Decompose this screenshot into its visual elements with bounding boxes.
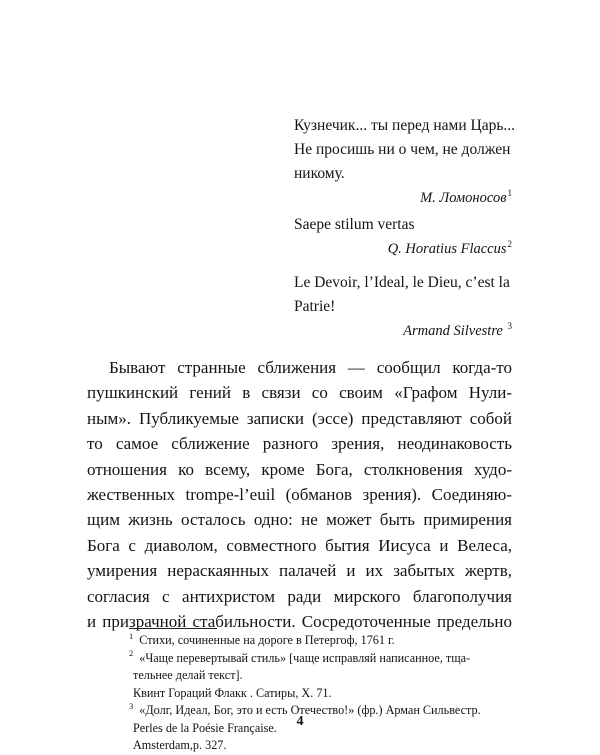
- footnote-2-continuation: тельнее делай текст].: [133, 668, 243, 682]
- body-line: согласия с антихристом ради мирского благополучия: [87, 586, 512, 606]
- body-line: Бывают странные сближения — сообщил когда-то: [109, 358, 512, 377]
- footnote-2: 2 «Чаще перевертывай стиль» [чаще исправляй написанное, тща-: [129, 648, 471, 665]
- footnote-divider: [129, 628, 217, 629]
- footnote-3-source: Amsterdam,p. 327.: [133, 738, 227, 752]
- footnote-text: Стихи, сочиненные на дороге в Петергоф, 1761 г.: [139, 633, 395, 647]
- page-number: 4: [296, 714, 304, 729]
- footnote-text: «Долг, Идеал, Бог, это и есть Отечество!» (фр.) Арман Сильвестр.: [139, 703, 481, 717]
- footnote-3-continuation: Perles de la Poésie Française.: [133, 720, 277, 735]
- body-line: то самое сближение разного зрения, неодинаковость: [87, 434, 512, 454]
- body-line: щим жизнь осталось одно: не может быть примирения: [87, 510, 512, 530]
- author-name: Armand Silvestre: [403, 323, 503, 339]
- epigraph-line: Не просишь ни о чем, не должен: [294, 141, 511, 158]
- author-name: М. Ломоносов: [420, 190, 507, 206]
- footnote-ref: 3: [507, 321, 512, 332]
- footnote-ref: 1: [507, 188, 512, 199]
- footnote-text: «Чаще перевертывай стиль» [чаще исправляй написанное, тща-: [139, 650, 471, 665]
- body-line: Бога с диаволом, совместного бытия Иисуса и Велеса,: [87, 535, 512, 555]
- footnote-1: 1 Стихи, сочиненные на дороге в Петергоф, 1761 г.: [129, 630, 395, 647]
- body-line: умирения нераскаянных палачей и их забытых жертв,: [87, 561, 512, 581]
- footnote-ref: 2: [507, 239, 512, 250]
- epigraph-silvestre: [294, 271, 512, 343]
- body-line: пушкинский гений в связи со своим «Графом Нули-: [87, 383, 512, 403]
- epigraph-horace: [294, 213, 512, 261]
- epigraph-line: никому.: [294, 165, 345, 182]
- footnotes: [87, 632, 512, 755]
- body-line: и призрачной стабильности. Сосредоточенные предельно: [87, 612, 512, 632]
- author-name: Q. Horatius Flaccus: [387, 241, 507, 257]
- body-line: жественных trompe-l’euil (обманов зрения). Соединяю-: [87, 485, 512, 505]
- epigraph-line: Patrie!: [294, 298, 336, 315]
- epigraph-lomonosov: [294, 114, 516, 210]
- footnote-2-source: Квинт Гораций Флакк . Сатиры, X. 71.: [133, 685, 332, 700]
- epigraph-author: [294, 319, 512, 343]
- epigraph-author: [294, 186, 512, 210]
- body-paragraph: [87, 355, 512, 634]
- body-line: отношения ко всему, кроме Бога, столкновения худо-: [87, 459, 512, 479]
- body-line: ным». Публикуемые записки (эссе) представляют собой: [87, 408, 512, 428]
- epigraph-line: Le Devoir, l’Ideal, le Dieu, c’est la: [294, 274, 510, 291]
- footnote-3: 3 «Долг, Идеал, Бог, это и есть Отечество!» (фр.) Арман Сильвестр.: [129, 700, 481, 717]
- epigraph-line: Saepe stilum vertas: [294, 216, 415, 233]
- epigraph-line: Кузнечик... ты перед нами Царь...: [294, 117, 516, 134]
- epigraph-author: [294, 237, 512, 261]
